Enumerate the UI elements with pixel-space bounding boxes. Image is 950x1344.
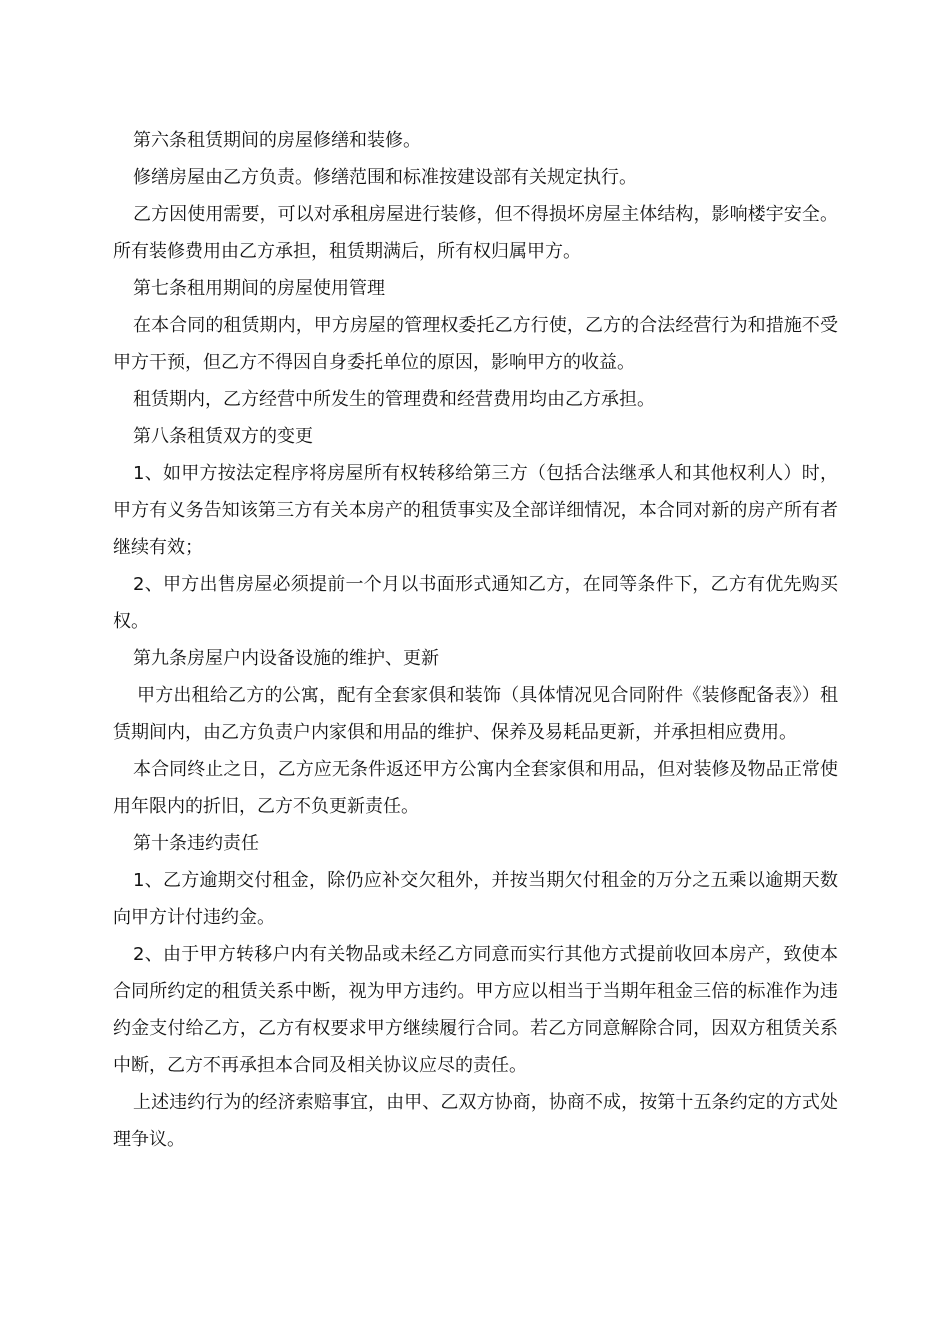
article-9-clause-termination: 本合同终止之日，乙方应无条件返还甲方公寓内全套家俱和用品，但对装修及物品正常使用年限内的折旧，乙方不负更新责任。 [113,759,838,817]
article-6-clause-renovation: 乙方因使用需要，可以对承租房屋进行装修，但不得损坏房屋主体结构，影响楼宇安全。所有装修费用由乙方承担，租赁期满后，所有权归属甲方。 [113,204,838,262]
article-10-heading: 第十条违约责任 [133,833,259,854]
article-7-clause-fees: 租赁期内，乙方经营中所发生的管理费和经营费用均由乙方承担。 [133,389,655,410]
article-10-clause-1: 1、乙方逾期交付租金，除仍应补交欠租外，并按当期欠付租金的万分之五乘以逾期天数向甲方计付违约金。 [113,870,838,928]
document-body [113,122,838,1158]
article-9-heading: 第九条房屋户内设备设施的维护、更新 [133,648,439,669]
article-8-clause-1: 1、如甲方按法定程序将房屋所有权转移给第三方（包括合法继承人和其他权利人）时，甲方有义务告知该第三方有关本房产的租赁事实及全部详细情况，本合同对新的房产所有者继续有效； [113,463,838,558]
article-9-clause-furnishing: 甲方出租给乙方的公寓，配有全套家俱和装饰（具体情况见合同附件《装修配备表》）租赁期间内，由乙方负责户内家俱和用品的维护、保养及易耗品更新，并承担相应费用。 [113,685,838,743]
article-8-clause-2: 2、甲方出售房屋必须提前一个月以书面形式通知乙方，在同等条件下，乙方有优先购买权。 [113,574,838,632]
article-10-clause-dispute: 上述违约行为的经济索赔事宜，由甲、乙双方协商，协商不成，按第十五条约定的方式处理争议。 [113,1092,838,1150]
article-10-clause-2: 2、由于甲方转移户内有关物品或未经乙方同意而实行其他方式提前收回本房产，致使本合同所约定的租赁关系中断，视为甲方违约。甲方应以相当于当期年租金三倍的标准作为违约金支付给乙方，乙方有权要求甲方继续履行合同。若乙方同意解除合同，因双方租赁关系中断，乙方不再承担本合同及相关协议应尽的责任。 [113,944,838,1076]
article-8-heading: 第八条租赁双方的变更 [133,426,313,447]
article-6-heading: 第六条租赁期间的房屋修缮和装修。 [133,130,421,151]
article-6-clause-repair: 修缮房屋由乙方负责。修缮范围和标准按建设部有关规定执行。 [133,167,637,188]
article-7-clause-management: 在本合同的租赁期内，甲方房屋的管理权委托乙方行使，乙方的合法经营行为和措施不受甲方干预，但乙方不得因自身委托单位的原因，影响甲方的收益。 [113,315,838,373]
article-7-heading: 第七条租用期间的房屋使用管理 [133,278,385,299]
